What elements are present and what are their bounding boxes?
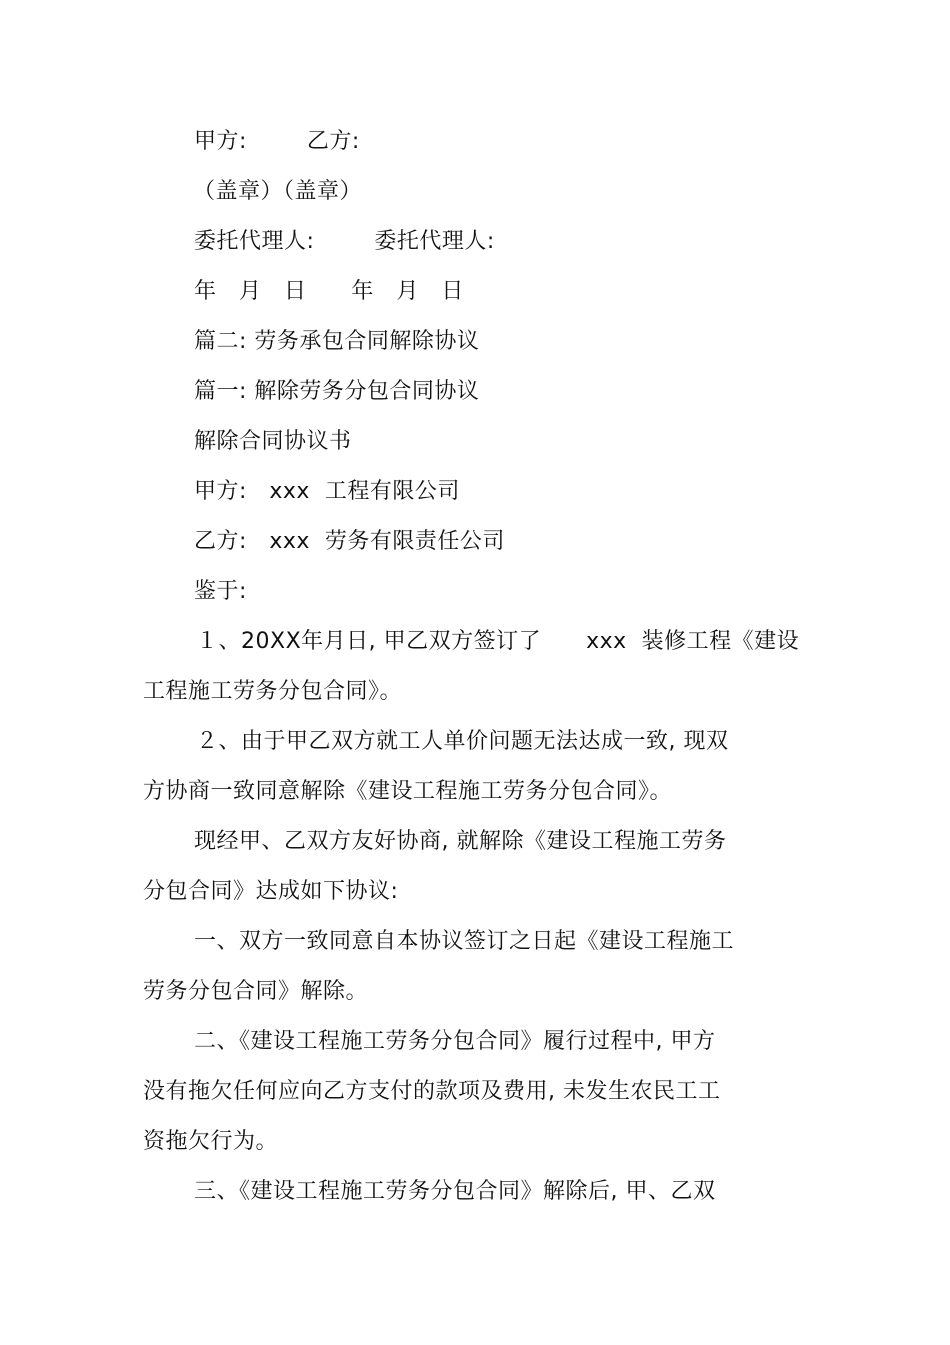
paragraph-text: 分包合同》达成如下协议: xyxy=(143,879,399,904)
paragraph-text: 工程施工劳务分包合同》。 xyxy=(143,679,403,704)
paragraph-text: １、20XX年月日, 甲乙双方签订了 xxx 装修工程《建设 xyxy=(196,629,800,654)
party-b-line: 乙方: xxx 劳务有限责任公司 xyxy=(194,529,505,554)
date-line: 年 月 日 年 月 日 xyxy=(194,279,464,304)
paragraph-text: 现经甲、乙双方友好协商, 就解除《建设工程施工劳务 xyxy=(194,829,727,854)
paragraph-text: 三、《建设工程施工劳务分包合同》解除后, 甲、乙双 xyxy=(194,1179,716,1204)
section-heading-1: 篇一: 解除劳务分包合同协议 xyxy=(194,379,480,404)
party-signature-line: 甲方: 乙方: xyxy=(194,129,360,154)
paragraph-text: 劳务分包合同》解除。 xyxy=(143,979,369,1004)
paragraph-text: 没有拖欠任何应向乙方支付的款项及费用, 未发生农民工工 xyxy=(143,1079,721,1104)
document-title: 解除合同协议书 xyxy=(194,429,352,454)
party-a-line: 甲方: xxx 工程有限公司 xyxy=(194,479,460,504)
paragraph-text: 二、《建设工程施工劳务分包合同》履行过程中, 甲方 xyxy=(194,1029,716,1054)
paragraph-text: 一、双方一致同意自本协议签订之日起《建设工程施工 xyxy=(194,929,735,954)
section-heading-2: 篇二: 劳务承包合同解除协议 xyxy=(194,329,480,354)
whereas-line: 鉴于: xyxy=(194,579,247,604)
paragraph-text: 方协商一致同意解除《建设工程施工劳务分包合同》。 xyxy=(143,779,673,804)
agent-line: 委托代理人: 委托代理人: xyxy=(194,229,495,254)
seal-line: （盖章）（盖章） xyxy=(193,179,363,204)
paragraph-text: 资拖欠行为。 xyxy=(143,1129,279,1154)
paragraph-text: ２、由于甲乙双方就工人单价问题无法达成一致, 现双 xyxy=(196,729,729,754)
